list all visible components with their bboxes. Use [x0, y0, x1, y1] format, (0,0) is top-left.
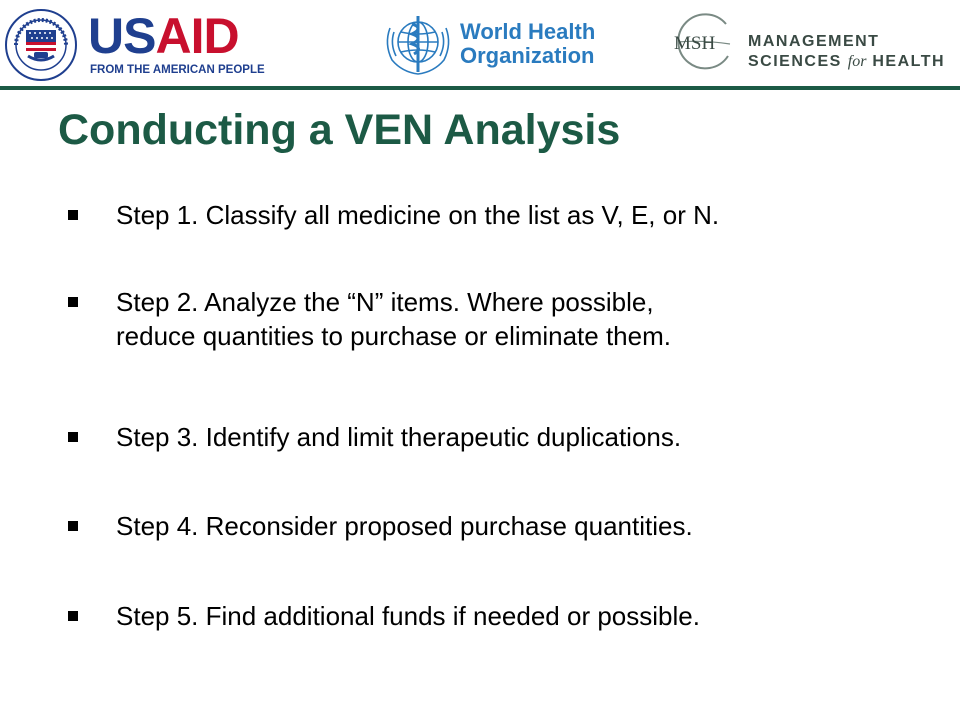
step-text	[116, 198, 946, 232]
who-wordmark	[460, 20, 595, 68]
msh-wordmark-line-1: MANAGEMENT	[748, 33, 880, 50]
step-line: Step 3. Identify and limit therapeutic duplications.	[116, 422, 682, 452]
msh-wordmark	[748, 32, 945, 72]
who-wordmark-line-2: Organization	[460, 43, 595, 68]
usaid-seal-icon	[4, 8, 78, 82]
slide-title: Conducting a VEN Analysis	[58, 106, 621, 154]
step-text	[116, 420, 946, 454]
step-line: Step 1. Classify all medicine on the list as V, E, or N.	[116, 200, 720, 230]
square-bullet-icon	[68, 297, 78, 307]
who-emblem-icon	[382, 10, 454, 78]
msh-wordmark-line-2: SCIENCES for HEALTH	[748, 53, 946, 70]
square-bullet-icon	[68, 521, 78, 531]
usaid-tagline: FROM THE AMERICAN PEOPLE	[90, 64, 265, 76]
square-bullet-icon	[68, 210, 78, 220]
step-line: reduce quantities to purchase or eliminate them.	[116, 321, 671, 351]
msh-logo	[668, 12, 948, 76]
header-divider	[0, 86, 960, 90]
step-line: Step 5. Find additional funds if needed or possible.	[116, 601, 700, 631]
who-wordmark-line-1: World Health	[460, 19, 596, 44]
step-text	[116, 285, 946, 353]
who-logo	[382, 10, 602, 80]
usaid-logo	[4, 8, 274, 80]
step-line: Step 2. Analyze the “N” items. Where possible,	[116, 287, 654, 317]
step-text	[116, 599, 946, 633]
step-line: Step 4. Reconsider proposed purchase quantities.	[116, 511, 693, 541]
msh-initials: MSH	[674, 33, 716, 54]
msh-emblem-icon	[668, 12, 738, 72]
square-bullet-icon	[68, 611, 78, 621]
step-text	[116, 509, 946, 543]
square-bullet-icon	[68, 432, 78, 442]
logo-header	[0, 0, 960, 86]
usaid-wordmark: USAID	[88, 8, 239, 64]
